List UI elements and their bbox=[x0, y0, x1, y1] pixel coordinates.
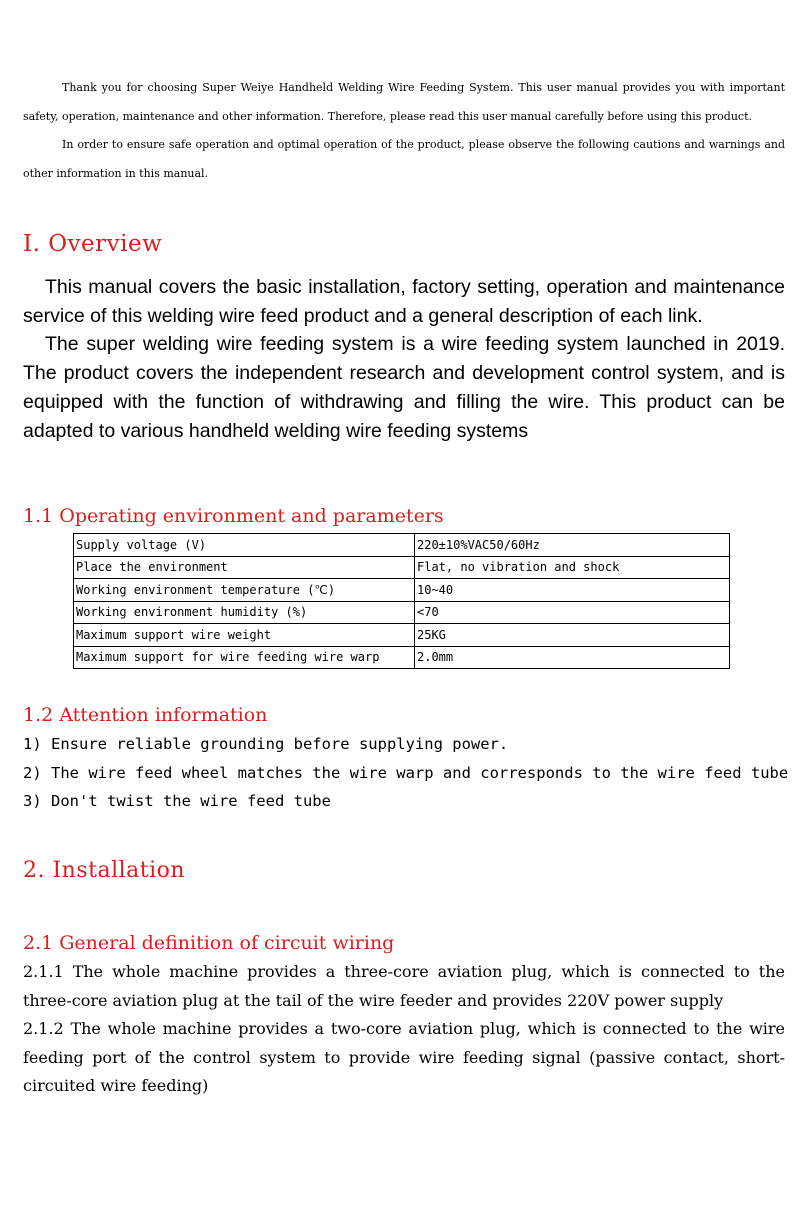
overview-heading: I. Overview bbox=[23, 231, 163, 257]
table-row bbox=[74, 646, 730, 669]
list-item: 2) The wire feed wheel matches the wire warp and corresponds to the wire feed tube bbox=[23, 763, 789, 782]
wiring-item-2-1-1: 2.1.1 The whole machine provides a three-core aviation plug, which is connected to the three-core aviation plug at the tail of the wire feeder and provides 220V power supply bbox=[23, 962, 785, 1010]
intro-paragraph-2: In order to ensure safe operation and optimal operation of the product, please observe the following cautions and warnings and other information in this manual. bbox=[23, 138, 785, 180]
list-item: 1) Ensure reliable grounding before supplying power. bbox=[23, 735, 509, 753]
param-name: Supply voltage (V) bbox=[74, 534, 415, 557]
param-name: Working environment temperature (℃) bbox=[74, 579, 415, 602]
table-row bbox=[74, 601, 730, 624]
list-item: 3) Don't twist the wire feed tube bbox=[23, 792, 331, 810]
param-value: 10~40 bbox=[415, 579, 730, 602]
param-value: <70 bbox=[415, 601, 730, 624]
param-name: Maximum support wire weight bbox=[74, 624, 415, 647]
wiring-item-2-1-2: 2.1.2 The whole machine provides a two-core aviation plug, which is connected to the wire feeding port of the control system to provide wire feeding signal (passive contact, short-circuited wire feeding) bbox=[23, 1019, 785, 1096]
intro-paragraph-1: Thank you for choosing Super Weiye Handheld Welding Wire Feeding System. This user manual provides you with important safety, operation, maintenance and other information. Therefore, please read this user manual carefully before using this product. bbox=[23, 81, 785, 123]
intro-block bbox=[23, 74, 785, 188]
param-name: Working environment humidity (%) bbox=[74, 601, 415, 624]
section-2-1-heading: 2.1 General definition of circuit wiring bbox=[23, 932, 395, 954]
section-1-1-heading: 1.1 Operating environment and parameters bbox=[23, 505, 444, 527]
table-row bbox=[74, 579, 730, 602]
overview-body bbox=[23, 273, 785, 445]
wiring-body bbox=[23, 958, 785, 1101]
param-value: 220±10%VAC50/60Hz bbox=[415, 534, 730, 557]
overview-paragraph-2: The super welding wire feeding system is a wire feeding system launched in 2019. The product covers the independent research and development control system, and is equipped with the function of withdrawing and filling the wire. This product can be adapted to various handheld welding wire feeding systems bbox=[23, 333, 785, 442]
table-row bbox=[74, 556, 730, 579]
installation-heading: 2. Installation bbox=[23, 858, 186, 883]
section-1-2-heading: 1.2 Attention information bbox=[23, 704, 268, 726]
param-value: 25KG bbox=[415, 624, 730, 647]
param-name: Place the environment bbox=[74, 556, 415, 579]
param-value: Flat, no vibration and shock bbox=[415, 556, 730, 579]
attention-list bbox=[23, 730, 793, 816]
table-row bbox=[74, 624, 730, 647]
param-name: Maximum support for wire feeding wire warp bbox=[74, 646, 415, 669]
parameters-table bbox=[73, 533, 730, 669]
overview-paragraph-1: This manual covers the basic installation, factory setting, operation and maintenance service of this welding wire feed product and a general description of each link. bbox=[23, 276, 785, 327]
table-row bbox=[74, 534, 730, 557]
param-value: 2.0mm bbox=[415, 646, 730, 669]
